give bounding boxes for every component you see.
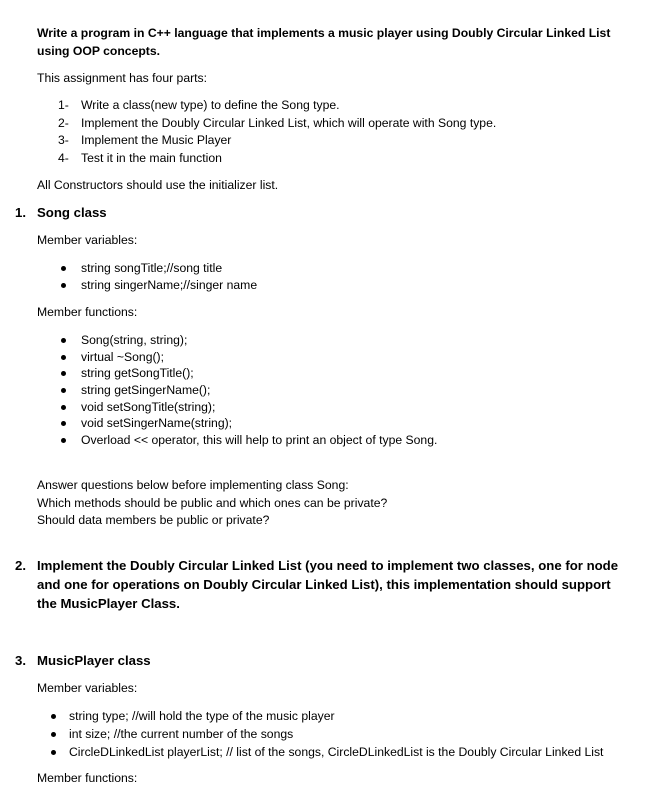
- intro-text: This assignment has four parts:: [37, 71, 208, 85]
- part-text: Test it in the main function: [81, 151, 222, 165]
- section2-line: and one for operations on Doubly Circular Linked List), this implementation should support: [37, 577, 611, 592]
- question-line: Which methods should be public and which ones can be private?: [37, 496, 388, 510]
- part-number: 4-: [58, 151, 69, 165]
- list-item: Overload << operator, this will help to print an object of type Song.: [81, 433, 438, 447]
- bullet-icon: [51, 714, 56, 719]
- section1-member-variables-label: Member variables:: [37, 233, 138, 247]
- constructors-note: All Constructors should use the initializer list.: [37, 178, 279, 192]
- part-number: 3-: [58, 133, 69, 147]
- assignment-heading-line1: Write a program in C++ language that implements a music player using Doubly Circular Linked List: [37, 26, 611, 40]
- list-item: CircleDLinkedList playerList; // list of the songs, CircleDLinkedList is the Doubly Circular Linked List: [69, 745, 604, 759]
- list-item: string singerName;//singer name: [81, 278, 258, 292]
- list-item: int size; //the current number of the songs: [69, 727, 294, 741]
- list-item: void setSingerName(string);: [81, 416, 233, 430]
- bullet-icon: [51, 750, 56, 755]
- bullet-icon: [61, 371, 66, 376]
- question-line: Answer questions below before implementing class Song:: [37, 478, 349, 492]
- section1-number: 1.: [15, 205, 26, 220]
- list-item: string getSongTitle();: [81, 366, 194, 380]
- list-item: virtual ~Song();: [81, 350, 164, 364]
- assignment-heading-line2: using OOP concepts.: [37, 44, 161, 58]
- part-text: Implement the Music Player: [81, 133, 232, 147]
- part-text: Write a class(new type) to define the Song type.: [81, 98, 340, 112]
- part-text: Implement the Doubly Circular Linked List, which will operate with Song type.: [81, 116, 497, 130]
- bullet-icon: [61, 438, 66, 443]
- bullet-icon: [61, 421, 66, 426]
- question-line: Should data members be public or private?: [37, 513, 270, 527]
- list-item: string getSingerName();: [81, 383, 211, 397]
- section1-member-functions-label: Member functions:: [37, 305, 138, 319]
- list-item: Song(string, string);: [81, 333, 188, 347]
- bullet-icon: [61, 266, 66, 271]
- bullet-icon: [61, 338, 66, 343]
- bullet-icon: [61, 405, 66, 410]
- part-number: 2-: [58, 116, 69, 130]
- section2-number: 2.: [15, 558, 26, 573]
- bullet-icon: [51, 732, 56, 737]
- section1-title: Song class: [37, 205, 107, 220]
- section3-number: 3.: [15, 653, 26, 668]
- bullet-icon: [61, 283, 66, 288]
- list-item: string type; //will hold the type of the music player: [69, 709, 335, 723]
- list-item: string songTitle;//song title: [81, 261, 223, 275]
- bullet-icon: [61, 355, 66, 360]
- bullet-icon: [61, 388, 66, 393]
- part-number: 1-: [58, 98, 69, 112]
- section2-line: Implement the Doubly Circular Linked List (you need to implement two classes, one for node: [37, 558, 619, 573]
- section3-member-variables-label: Member variables:: [37, 681, 138, 695]
- section2-line: the MusicPlayer Class.: [37, 596, 180, 611]
- list-item: void setSongTitle(string);: [81, 400, 216, 414]
- section3-title: MusicPlayer class: [37, 653, 151, 668]
- section3-member-functions-label: Member functions:: [37, 771, 138, 785]
